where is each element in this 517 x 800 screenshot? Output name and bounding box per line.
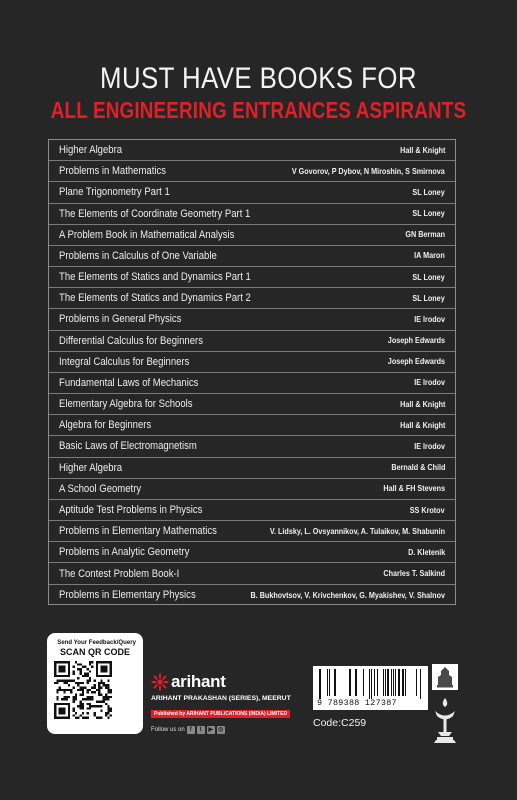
table-row bbox=[49, 140, 455, 161]
book-author: Joseph Edwards bbox=[387, 357, 445, 367]
table-row bbox=[49, 161, 455, 182]
book-title: Algebra for Beginners bbox=[59, 419, 152, 432]
book-title: Problems in Analytic Geometry bbox=[59, 546, 190, 559]
barcode-box bbox=[313, 666, 428, 710]
book-title: The Elements of Statics and Dynamics Part 2 bbox=[59, 292, 251, 305]
book-author: GN Berman bbox=[405, 230, 445, 240]
table-row bbox=[49, 542, 455, 563]
table-row bbox=[49, 331, 455, 352]
book-title: Higher Algebra bbox=[59, 461, 123, 474]
arihant-logo-icon bbox=[151, 673, 169, 691]
book-author: Hall & Knight bbox=[399, 145, 445, 155]
book-author: SL Loney bbox=[412, 209, 445, 219]
publisher-logo-block bbox=[151, 672, 311, 734]
book-title: Integral Calculus for Beginners bbox=[59, 355, 190, 368]
book-author: Hall & Knight bbox=[399, 399, 445, 409]
table-row bbox=[49, 182, 455, 203]
table-row bbox=[49, 394, 455, 415]
publisher-name: ARIHANT PRAKASHAN (SERIES), MEERUT bbox=[151, 695, 291, 702]
book-list-table bbox=[48, 139, 456, 605]
book-author: IE Irodov bbox=[414, 441, 445, 451]
book-title: Problems in General Physics bbox=[59, 313, 182, 326]
table-row bbox=[49, 309, 455, 330]
book-title: Differential Calculus for Beginners bbox=[59, 334, 203, 347]
table-row bbox=[49, 521, 455, 542]
table-row bbox=[49, 585, 455, 606]
table-row bbox=[49, 288, 455, 309]
youtube-icon[interactable]: ▶ bbox=[208, 727, 213, 733]
follow-us bbox=[151, 726, 311, 734]
book-title: Aptitude Test Problems in Physics bbox=[59, 504, 203, 516]
book-author: Bernald & Child bbox=[390, 463, 445, 473]
book-code: Code:C259 bbox=[313, 717, 367, 729]
book-author: SS Krotov bbox=[410, 505, 445, 515]
book-title: Higher Algebra bbox=[59, 144, 123, 157]
book-author: Joseph Edwards bbox=[387, 336, 445, 346]
book-title: Elementary Algebra for Schools bbox=[59, 398, 193, 411]
table-row bbox=[49, 225, 455, 246]
table-row bbox=[49, 204, 455, 225]
emblem-logo-icon bbox=[432, 664, 458, 690]
book-title: Problems in Calculus of One Variable bbox=[59, 249, 217, 262]
table-row bbox=[49, 563, 455, 584]
book-author: SL Loney bbox=[412, 187, 445, 197]
qr-code-icon[interactable] bbox=[54, 661, 112, 719]
book-title: Problems in Mathematics bbox=[59, 165, 167, 178]
book-author: IE Irodov bbox=[414, 378, 445, 388]
table-row bbox=[49, 479, 455, 500]
book-author: IA Maron bbox=[414, 251, 445, 261]
twitter-icon[interactable]: t bbox=[197, 726, 205, 734]
table-row bbox=[49, 500, 455, 521]
isbn-number: 9 789388 127387 bbox=[317, 698, 397, 708]
book-title: Fundamental Laws of Mechanics bbox=[59, 376, 199, 389]
book-author: D. Kletenik bbox=[407, 547, 445, 557]
book-title: The Elements of Coordinate Geometry Part 1 bbox=[59, 207, 251, 220]
book-author: Hall & Knight bbox=[399, 420, 445, 430]
book-title: A Problem Book in Mathematical Analysis bbox=[59, 228, 235, 241]
lamp-emblem-icon bbox=[431, 696, 459, 746]
table-row bbox=[49, 415, 455, 436]
table-row bbox=[49, 458, 455, 479]
book-title: Problems in Elementary Physics bbox=[59, 589, 196, 602]
feedback-text: Send Your Feedback/Query bbox=[57, 639, 136, 646]
follow-us-text: Follow us on bbox=[151, 727, 185, 733]
book-author: B. Bukhovtsov, V. Krivchenkov, G. Myakishev, V. Shalnov bbox=[250, 590, 445, 600]
title-line-2: ALL ENGINEERING ENTRANCES ASPIRANTS bbox=[50, 97, 467, 123]
title-line-1: MUST HAVE BOOKS FOR bbox=[100, 62, 417, 95]
instagram-icon[interactable]: ◎ bbox=[218, 727, 224, 733]
book-title: Problems in Elementary Mathematics bbox=[59, 525, 217, 538]
book-title: Plane Trigonometry Part 1 bbox=[59, 186, 170, 199]
book-author: Charles T. Salkind bbox=[383, 569, 445, 579]
facebook-icon[interactable]: f bbox=[187, 726, 195, 734]
book-title: A School Geometry bbox=[59, 482, 142, 495]
table-row bbox=[49, 373, 455, 394]
book-author: SL Loney bbox=[412, 293, 445, 303]
feedback-qr-box bbox=[47, 633, 143, 734]
barcode-icon bbox=[317, 669, 424, 699]
book-author: IE Irodov bbox=[414, 314, 445, 324]
book-title: Basic Laws of Electromagnetism bbox=[59, 440, 197, 453]
book-author: SL Loney bbox=[412, 272, 445, 282]
brand-name: arihant bbox=[171, 672, 226, 691]
book-author: Hall & FH Stevens bbox=[383, 484, 445, 494]
book-title: The Elements of Statics and Dynamics Part 1 bbox=[59, 271, 251, 284]
book-author: V. Lidsky, L. Ovsyannikov, A. Tulaikov, M. Shabunin bbox=[269, 526, 445, 536]
book-title: The Contest Problem Book-I bbox=[59, 567, 180, 580]
scan-qr-text: SCAN QR CODE bbox=[59, 647, 130, 657]
table-row bbox=[49, 267, 455, 288]
table-row bbox=[49, 352, 455, 373]
table-row bbox=[49, 436, 455, 457]
published-by: Published by ARIHANT PUBLICATIONS (INDIA) LIMITED bbox=[151, 710, 290, 718]
book-author: V Govorov, P Dybov, N Miroshin, S Smirnova bbox=[292, 166, 445, 176]
table-row bbox=[49, 246, 455, 267]
